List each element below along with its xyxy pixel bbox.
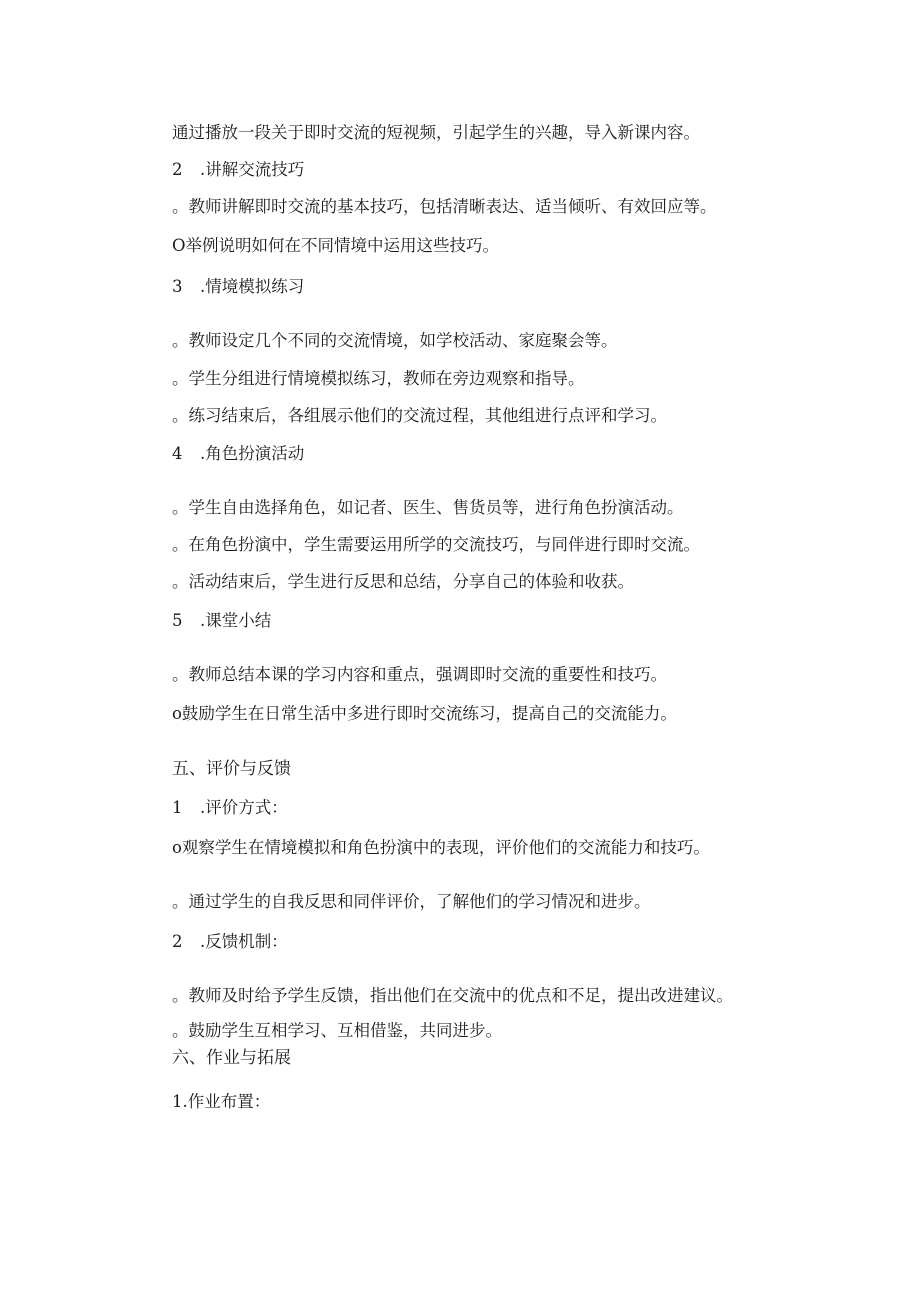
chapter-heading: 五、评价与反馈 — [172, 759, 291, 779]
bullet-item: 。教师总结本课的学习内容和重点，强调即时交流的重要性和技巧。 — [172, 665, 667, 684]
bullet-item: 。学生自由选择角色，如记者、医生、售货员等，进行角色扮演活动。 — [172, 498, 684, 517]
bullet-item: 。在角色扮演中，学生需要运用所学的交流技巧，与同伴进行即时交流。 — [172, 535, 700, 554]
bullet-item: 。学生分组进行情境模拟练习，教师在旁边观察和指导。 — [172, 369, 585, 388]
bullet-item: 。练习结束后，各组展示他们的交流过程，其他组进行点评和学习。 — [172, 406, 667, 425]
bullet-item: 。活动结束后，学生进行反思和总结，分享自己的体验和收获。 — [172, 572, 634, 591]
section-heading: 4 .角色扮演活动 — [172, 444, 305, 463]
section-heading: 1 .评价方式： — [172, 798, 288, 817]
section-heading: 2 .讲解交流技巧 — [172, 160, 305, 179]
bullet-item: o鼓励学生在日常生活中多进行即时交流练习，提高自己的交流能力。 — [172, 704, 677, 723]
paragraph: 通过播放一段关于即时交流的短视频，引起学生的兴趣，导入新课内容。 — [172, 123, 700, 142]
bullet-item: 。通过学生的自我反思和同伴评价，了解他们的学习情况和进步。 — [172, 892, 651, 911]
bullet-item: o观察学生在情境模拟和角色扮演中的表现，评价他们的交流能力和技巧。 — [172, 838, 710, 857]
section-heading: 2 .反馈机制： — [172, 932, 288, 951]
section-heading: 5 .课堂小结 — [172, 611, 272, 630]
chapter-heading: 六、作业与拓展 — [172, 1048, 291, 1068]
bullet-item: 。教师设定几个不同的交流情境，如学校活动、家庭聚会等。 — [172, 331, 618, 350]
bullet-item: 。鼓励学生互相学习、互相借鉴，共同进步。 — [172, 1021, 502, 1040]
bullet-item: 。教师及时给予学生反馈，指出他们在交流中的优点和不足，提出改进建议。 — [172, 986, 733, 1005]
bullet-item: O举例说明如何在不同情境中运用这些技巧。 — [172, 236, 500, 255]
section-heading: 1.作业布置： — [172, 1092, 271, 1111]
bullet-item: 。教师讲解即时交流的基本技巧，包括清晰表达、适当倾听、有效回应等。 — [172, 197, 717, 216]
section-heading: 3 .情境模拟练习 — [172, 277, 305, 296]
